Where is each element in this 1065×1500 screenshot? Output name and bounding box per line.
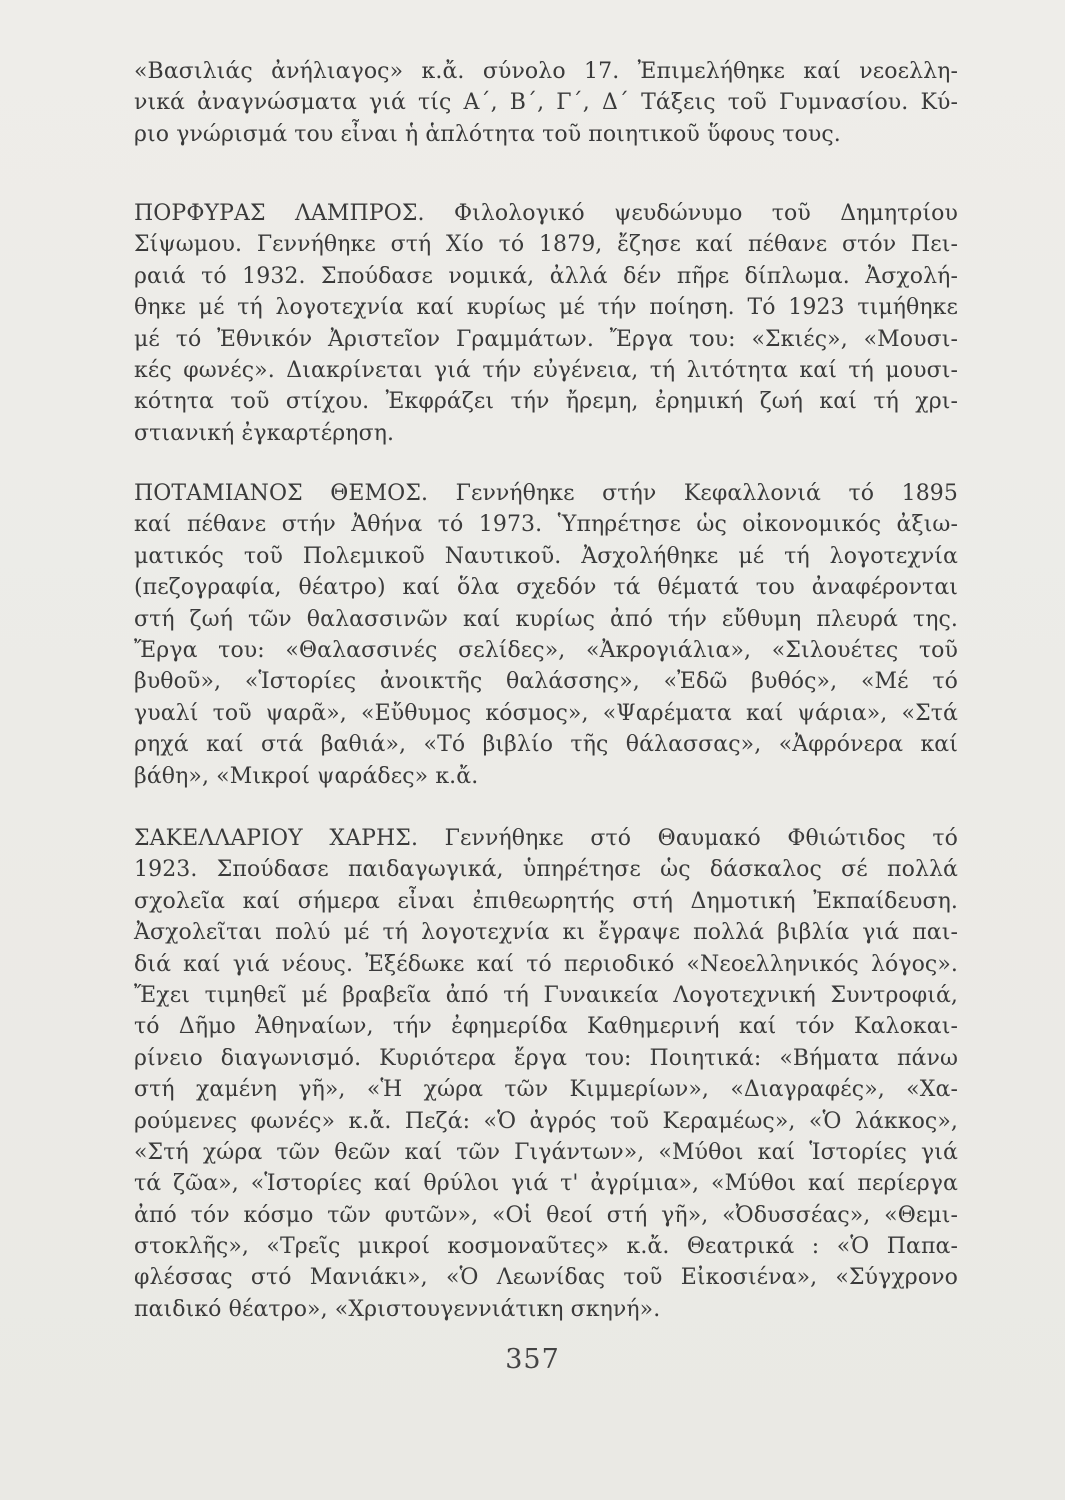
text-line: σχολεῖα καί σήμερα εἶναι ἐπιθεωρητής στή Δημοτική Ἐκπαίδευση. bbox=[134, 888, 958, 914]
text-line: ρούμενες φωνές» κ.ἄ. Πεζά: «Ὁ ἀγρός τοῦ Κεραμέως», «Ὁ λάκκος», bbox=[134, 1108, 958, 1134]
text-line: τό Δῆμο Ἀθηναίων, τήν ἐφημερίδα Καθημερινή καί τόν Καλοκαι- bbox=[134, 1014, 958, 1040]
entry-potamianos bbox=[134, 478, 958, 792]
text-line: νικά ἀναγνώσματα γιά τίς Α΄, Β΄, Γ΄, Δ΄ Τάξεις τοῦ Γυμνασίου. Κύ- bbox=[134, 90, 958, 116]
text-line: ραιά τό 1932. Σπούδασε νομικά, ἀλλά δέν πῆρε δίπλωμα. Ἀσχολή- bbox=[134, 263, 958, 289]
text-line: ματικός τοῦ Πολεμικοῦ Ναυτικοῦ. Ἀσχολήθηκε μέ τή λογοτεχνία bbox=[134, 543, 958, 569]
text-line: ρίνειο διαγωνισμό. Κυριότερα ἔργα του: Ποιητικά: «Βήματα πάνω bbox=[134, 1045, 958, 1071]
text-line: βάθη», «Μικροί ψαράδες» κ.ἄ. bbox=[134, 763, 479, 789]
text-line: διά καί γιά νέους. Ἐξέδωκε καί τό περιοδικό «Νεοελληνικός λόγος». bbox=[134, 951, 958, 977]
text-line: στή ζωή τῶν θαλασσινῶν καί κυρίως ἀπό τήν εὔθυμη πλευρά της. bbox=[134, 606, 958, 632]
text-line: ρηχά καί στά βαθιά», «Τό βιβλίο τῆς θάλασσας», «Ἀφρόνερα καί bbox=[134, 732, 958, 758]
text-line: καί πέθανε στήν Ἀθήνα τό 1973. Ὑπηρέτησε ὡς οἰκονομικός ἀξιω- bbox=[134, 512, 958, 538]
text-line: κές φωνές». Διακρίνεται γιά τήν εὐγένεια, τή λιτότητα καί τή μουσι- bbox=[134, 357, 958, 383]
text-line: Ἀσχολεῖται πολύ μέ τή λογοτεχνία κι ἔγραψε πολλά βιβλία γιά παι- bbox=[134, 920, 958, 946]
text-line: βυθοῦ», «Ἱστορίες ἀνοικτῆς θαλάσσης», «Ἐδῶ βυθός», «Μέ τό bbox=[134, 669, 958, 695]
text-line: στή χαμένη γῆ», «Ἡ χώρα τῶν Κιμμερίων», «Διαγραφές», «Χα- bbox=[134, 1077, 958, 1103]
text-line: «Στή χώρα τῶν θεῶν καί τῶν Γιγάντων», «Μύθοι καί Ἱστορίες γιά bbox=[134, 1139, 958, 1165]
text-line: γυαλί τοῦ ψαρᾶ», «Εὔθυμος κόσμος», «Ψαρέματα καί ψάρια», «Στά bbox=[134, 700, 958, 726]
text-line: θηκε μέ τή λογοτεχνία καί κυρίως μέ τήν ποίηση. Τό 1923 τιμήθηκε bbox=[134, 295, 958, 321]
text-line: 1923. Σπούδασε παιδαγωγικά, ὑπηρέτησε ὡς δάσκαλος σέ πολλά bbox=[134, 857, 958, 883]
entry-heading-line: ΠΟΡΦΥΡΑΣ ΛΑΜΠΡΟΣ. Φιλολογικό ψευδώνυμο τοῦ Δημητρίου bbox=[134, 201, 958, 226]
entry-heading-line: ΣΑΚΕΛΛΑΡΙΟΥ ΧΑΡΗΣ. Γεννήθηκε στό Θαυμακό Φθιώτιδος τό bbox=[134, 826, 958, 851]
text-line: «Βασιλιάς ἀνήλιαγος» κ.ἄ. σύνολο 17. Ἐπιμελήθηκε καί νεοελλη- bbox=[134, 59, 958, 84]
text-line: ἀπό τόν κόσμο τῶν φυτῶν», «Οἱ θεοί στή γῆ», «Ὀδυσσέας», «Θεμι- bbox=[134, 1202, 958, 1228]
text-line: κότητα τοῦ στίχου. Ἐκφράζει τήν ἤρεμη, ἐρημική ζωή καί τή χρι- bbox=[134, 389, 958, 415]
text-line: παιδικό θέατρο», «Χριστουγεννιάτικη σκηνή». bbox=[134, 1296, 661, 1322]
entry-heading-line: ΠΟΤΑΜΙΑΝΟΣ ΘΕΜΟΣ. Γεννήθηκε στήν Κεφαλλονιά τό 1895 bbox=[134, 481, 958, 506]
entry-porfyras bbox=[134, 198, 958, 449]
text-line: στιανική ἐγκαρτέρηση. bbox=[134, 420, 395, 446]
text-line: στοκλῆς», «Τρεῖς μικροί κοσμοναῦτες» κ.ἄ. Θεατρικά : «Ὁ Παπα- bbox=[134, 1234, 958, 1260]
text-line: Ἔργα του: «Θαλασσινές σελίδες», «Ἀκρογιάλια», «Σιλουέτες τοῦ bbox=[134, 637, 958, 663]
page-number: 357 bbox=[505, 1344, 560, 1375]
text-line: Σίψωμου. Γεννήθηκε στή Χίο τό 1879, ἔζησε καί πέθανε στόν Πει- bbox=[134, 232, 958, 258]
text-line: μέ τό Ἐθνικόν Ἀριστεῖον Γραμμάτων. Ἔργα του: «Σκιές», «Μουσι- bbox=[134, 326, 958, 352]
text-line: φλέσσας στό Μανιάκι», «Ὁ Λεωνίδας τοῦ Εἰκοσιένα», «Σύγχρονο bbox=[134, 1265, 958, 1291]
text-line: Ἔχει τιμηθεῖ μέ βραβεῖα ἀπό τή Γυναικεία Λογοτεχνική Συντροφιά, bbox=[134, 982, 958, 1008]
text-line: τά ζῶα», «Ἱστορίες καί θρύλοι γιά τ' ἀγρίμια», «Μύθοι καί περίεργα bbox=[134, 1171, 958, 1197]
text-line: (πεζογραφία, θέατρο) καί ὅλα σχεδόν τά θέματά του ἀναφέρονται bbox=[134, 575, 958, 601]
entry-prologue bbox=[134, 56, 958, 150]
text-line: ριο γνώρισμά του εἶναι ἡ ἁπλότητα τοῦ ποιητικοῦ ὕφους τους. bbox=[134, 121, 841, 147]
entry-sakellariou bbox=[134, 823, 958, 1325]
